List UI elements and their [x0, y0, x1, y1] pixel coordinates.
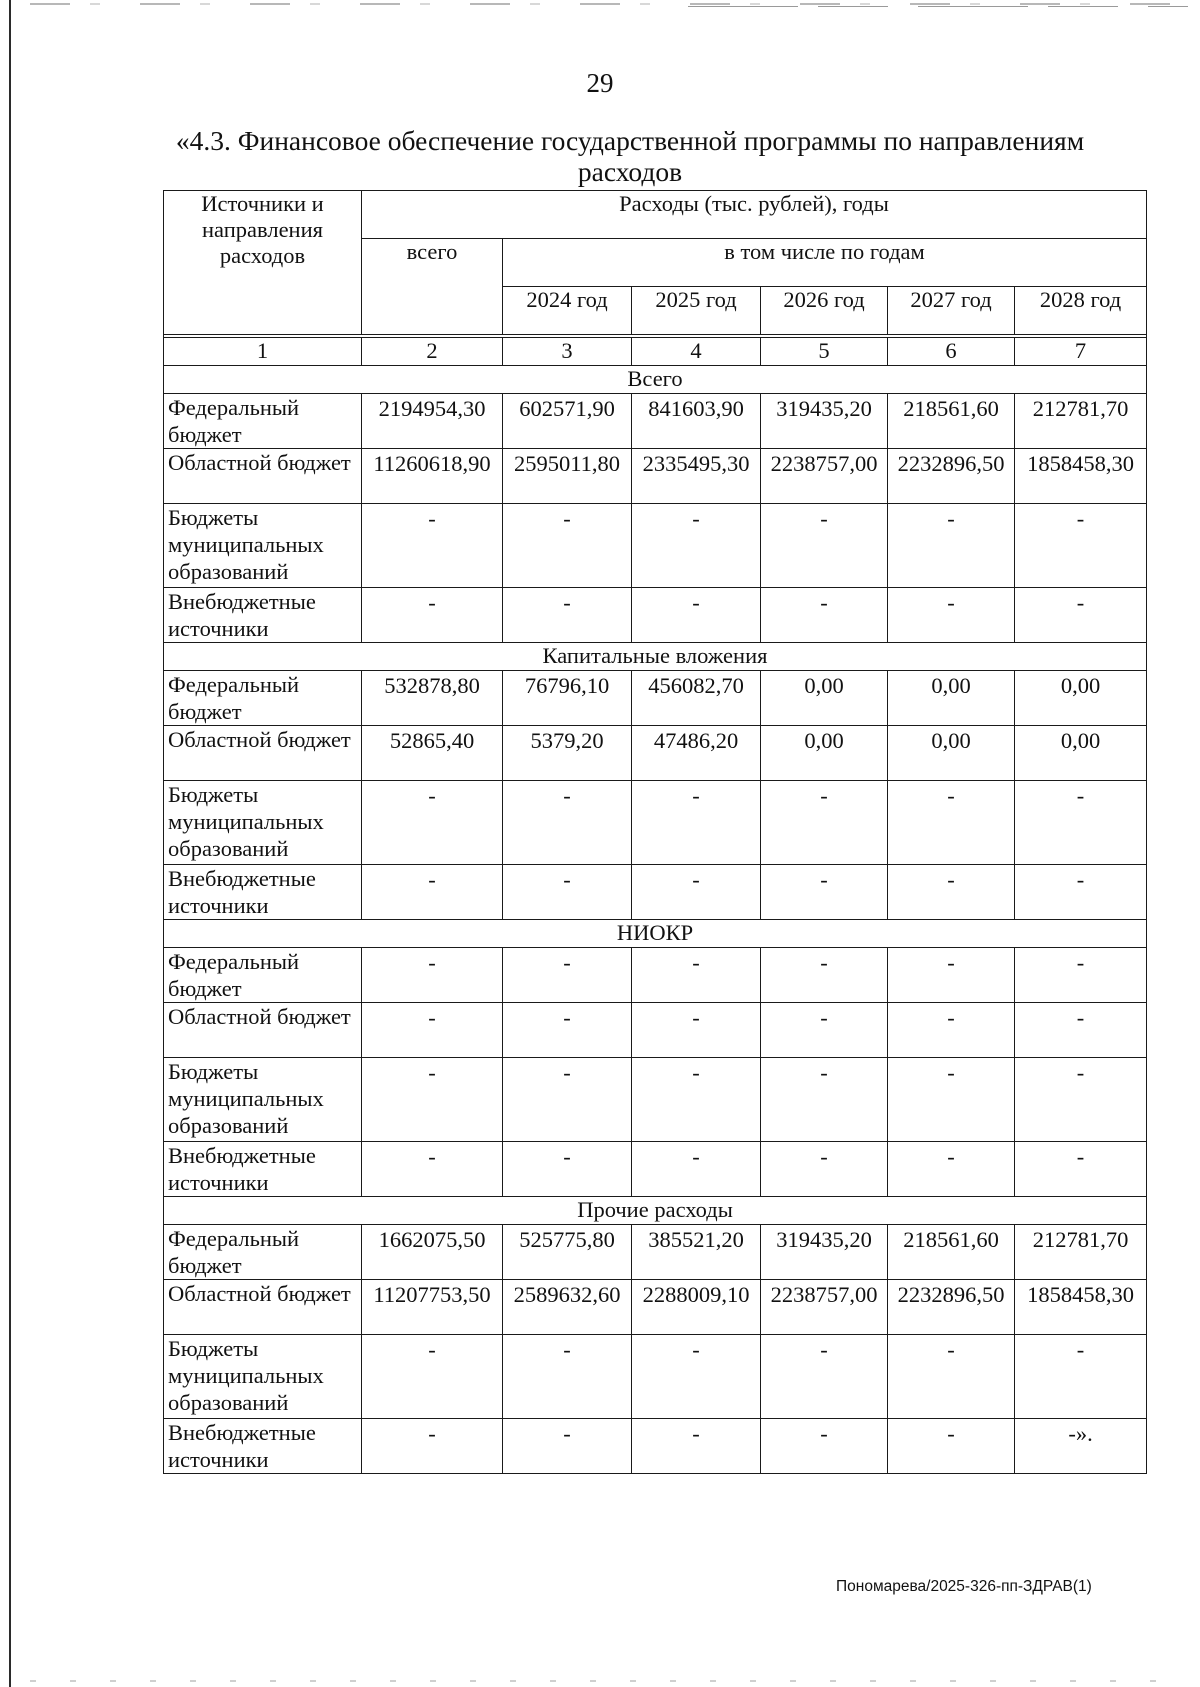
- table-row: [164, 1058, 1147, 1142]
- table-row: [164, 1280, 1147, 1335]
- value-cell: 11260618,90: [362, 449, 503, 504]
- value-cell: 525775,80: [503, 1225, 632, 1280]
- value-cell: -: [1015, 1142, 1147, 1197]
- value-cell: -: [362, 504, 503, 588]
- value-cell: -: [632, 781, 761, 865]
- document-code: Пономарева/2025-326-пп-ЗДРАВ(1): [836, 1578, 1092, 1595]
- row-label: Федеральный бюджет: [164, 1225, 362, 1280]
- value-cell: -: [888, 588, 1015, 643]
- scan-artifact-top: [30, 3, 1190, 5]
- value-cell: 0,00: [888, 671, 1015, 726]
- column-number: 5: [761, 338, 888, 366]
- header-year-cell: [1015, 287, 1147, 335]
- value-cell: 456082,70: [632, 671, 761, 726]
- value-cell: -: [888, 1142, 1015, 1197]
- table-row: [164, 1419, 1147, 1474]
- column-number: 4: [632, 338, 761, 366]
- value-cell: 52865,40: [362, 726, 503, 781]
- value-cell: -: [632, 865, 761, 920]
- value-cell: -: [632, 588, 761, 643]
- table-row: [164, 1225, 1147, 1280]
- header-total: всего: [406, 239, 458, 264]
- row-label: Бюджеты муниципальных образований: [164, 781, 362, 865]
- header-year: 2025 год: [655, 287, 737, 312]
- value-cell: -: [503, 1058, 632, 1142]
- value-cell: -: [362, 948, 503, 1003]
- value-cell: 212781,70: [1015, 1225, 1147, 1280]
- value-cell: 841603,90: [632, 394, 761, 449]
- value-cell: 319435,20: [761, 1225, 888, 1280]
- value-cell: -: [632, 504, 761, 588]
- value-cell: -: [503, 781, 632, 865]
- row-label: Внебюджетные источники: [164, 865, 362, 920]
- value-cell: -».: [1015, 1419, 1147, 1474]
- header-year: 2028 год: [1039, 287, 1122, 312]
- value-cell: 2232896,50: [888, 1280, 1015, 1335]
- section-header-row: [164, 1197, 1147, 1225]
- value-cell: -: [503, 1419, 632, 1474]
- scan-border-line: [9, 0, 11, 1687]
- value-cell: -: [632, 948, 761, 1003]
- value-cell: -: [888, 1058, 1015, 1142]
- row-label: Внебюджетные источники: [164, 1142, 362, 1197]
- table-row: [164, 1335, 1147, 1419]
- value-cell: -: [761, 588, 888, 643]
- section-title: Всего: [164, 366, 1147, 394]
- row-label: Бюджеты муниципальных образований: [164, 1058, 362, 1142]
- value-cell: 0,00: [1015, 671, 1147, 726]
- value-cell: 2595011,80: [503, 449, 632, 504]
- value-cell: -: [632, 1058, 761, 1142]
- section-header-row: [164, 920, 1147, 948]
- table-row: [164, 948, 1147, 1003]
- row-label: Бюджеты муниципальных образований: [164, 504, 362, 588]
- value-cell: 0,00: [761, 671, 888, 726]
- scan-artifact-bottom: [30, 1680, 1190, 1682]
- value-cell: 319435,20: [761, 394, 888, 449]
- table-row: [164, 394, 1147, 449]
- table-row: [164, 588, 1147, 643]
- column-number: 6: [888, 338, 1015, 366]
- value-cell: -: [362, 588, 503, 643]
- value-cell: 76796,10: [503, 671, 632, 726]
- row-label: Федеральный бюджет: [164, 948, 362, 1003]
- value-cell: -: [362, 1335, 503, 1419]
- header-by-years-cell: [503, 239, 1147, 287]
- row-label: Федеральный бюджет: [164, 671, 362, 726]
- table-row: [164, 504, 1147, 588]
- value-cell: -: [888, 865, 1015, 920]
- value-cell: -: [362, 1058, 503, 1142]
- header-year: 2027 год: [910, 287, 992, 312]
- value-cell: -: [1015, 504, 1147, 588]
- value-cell: -: [1015, 865, 1147, 920]
- value-cell: -: [761, 865, 888, 920]
- value-cell: -: [761, 948, 888, 1003]
- column-number: 7: [1015, 338, 1147, 366]
- value-cell: -: [632, 1419, 761, 1474]
- value-cell: -: [1015, 948, 1147, 1003]
- value-cell: -: [362, 1419, 503, 1474]
- value-cell: -: [761, 1419, 888, 1474]
- value-cell: 218561,60: [888, 394, 1015, 449]
- table-row: [164, 781, 1147, 865]
- value-cell: -: [888, 1419, 1015, 1474]
- column-number: 1: [164, 338, 362, 366]
- value-cell: -: [888, 504, 1015, 588]
- value-cell: -: [503, 865, 632, 920]
- value-cell: 532878,80: [362, 671, 503, 726]
- value-cell: 218561,60: [888, 1225, 1015, 1280]
- value-cell: -: [761, 781, 888, 865]
- value-cell: -: [888, 1335, 1015, 1419]
- value-cell: -: [761, 1335, 888, 1419]
- value-cell: 11207753,50: [362, 1280, 503, 1335]
- header-expenses-cell: [362, 191, 1147, 239]
- value-cell: -: [503, 1003, 632, 1058]
- value-cell: 2335495,30: [632, 449, 761, 504]
- value-cell: -: [503, 588, 632, 643]
- value-cell: 2232896,50: [888, 449, 1015, 504]
- value-cell: 5379,20: [503, 726, 632, 781]
- section-header-row: [164, 366, 1147, 394]
- header-year: 2026 год: [783, 287, 865, 312]
- value-cell: 2589632,60: [503, 1280, 632, 1335]
- row-label: Внебюджетные источники: [164, 1419, 362, 1474]
- header-year-cell: [761, 287, 888, 335]
- value-cell: -: [503, 504, 632, 588]
- value-cell: -: [1015, 1335, 1147, 1419]
- value-cell: -: [1015, 588, 1147, 643]
- row-label: Бюджеты муниципальных образований: [164, 1335, 362, 1419]
- column-number: 3: [503, 338, 632, 366]
- value-cell: -: [362, 1003, 503, 1058]
- row-label: Областной бюджет: [164, 449, 362, 504]
- value-cell: -: [1015, 1058, 1147, 1142]
- row-label: Федеральный бюджет: [164, 394, 362, 449]
- financing-table: [163, 190, 1147, 1474]
- header-year: 2024 год: [526, 287, 608, 312]
- value-cell: 0,00: [761, 726, 888, 781]
- value-cell: 47486,20: [632, 726, 761, 781]
- value-cell: -: [632, 1142, 761, 1197]
- scan-artifact-top-right: [688, 6, 1188, 7]
- value-cell: -: [761, 1142, 888, 1197]
- value-cell: -: [888, 1003, 1015, 1058]
- value-cell: 1662075,50: [362, 1225, 503, 1280]
- value-cell: 2238757,00: [761, 1280, 888, 1335]
- value-cell: 1858458,30: [1015, 1280, 1147, 1335]
- value-cell: 2238757,00: [761, 449, 888, 504]
- header-year-cell: [888, 287, 1015, 335]
- value-cell: -: [503, 1335, 632, 1419]
- header-by-years: в том числе по годам: [724, 239, 925, 264]
- row-label: Областной бюджет: [164, 1280, 362, 1335]
- value-cell: -: [362, 865, 503, 920]
- value-cell: -: [1015, 1003, 1147, 1058]
- value-cell: 2194954,30: [362, 394, 503, 449]
- column-number-row: [164, 338, 1147, 366]
- value-cell: -: [761, 1058, 888, 1142]
- section-title: Прочие расходы: [164, 1197, 1147, 1225]
- row-label: Внебюджетные источники: [164, 588, 362, 643]
- table-row: [164, 1142, 1147, 1197]
- header-total-cell: [362, 239, 503, 335]
- column-number: 2: [362, 338, 503, 366]
- table-row: [164, 449, 1147, 504]
- table-row: [164, 865, 1147, 920]
- value-cell: 0,00: [888, 726, 1015, 781]
- value-cell: 212781,70: [1015, 394, 1147, 449]
- header-source: Источники и направления расходов: [201, 191, 324, 268]
- header-expenses: Расходы (тыс. рублей), годы: [619, 191, 889, 216]
- value-cell: -: [503, 1142, 632, 1197]
- value-cell: -: [503, 948, 632, 1003]
- table-row: [164, 726, 1147, 781]
- row-label: Областной бюджет: [164, 1003, 362, 1058]
- value-cell: -: [632, 1335, 761, 1419]
- value-cell: -: [888, 948, 1015, 1003]
- value-cell: 385521,20: [632, 1225, 761, 1280]
- section-title: НИОКР: [164, 920, 1147, 948]
- header-source-cell: [164, 191, 362, 335]
- value-cell: 1858458,30: [1015, 449, 1147, 504]
- document-title: «4.3. Финансовое обеспечение государственной программы по направлениям расходов: [175, 125, 1085, 187]
- page-number: 29: [586, 68, 614, 98]
- value-cell: -: [362, 781, 503, 865]
- value-cell: 0,00: [1015, 726, 1147, 781]
- section-title: Капитальные вложения: [164, 643, 1147, 671]
- row-label: Областной бюджет: [164, 726, 362, 781]
- header-year-cell: [503, 287, 632, 335]
- value-cell: -: [888, 781, 1015, 865]
- value-cell: -: [761, 504, 888, 588]
- value-cell: 602571,90: [503, 394, 632, 449]
- value-cell: -: [1015, 781, 1147, 865]
- value-cell: 2288009,10: [632, 1280, 761, 1335]
- value-cell: -: [632, 1003, 761, 1058]
- header-year-cell: [632, 287, 761, 335]
- value-cell: -: [761, 1003, 888, 1058]
- value-cell: -: [362, 1142, 503, 1197]
- section-header-row: [164, 643, 1147, 671]
- table-row: [164, 1003, 1147, 1058]
- table-row: [164, 671, 1147, 726]
